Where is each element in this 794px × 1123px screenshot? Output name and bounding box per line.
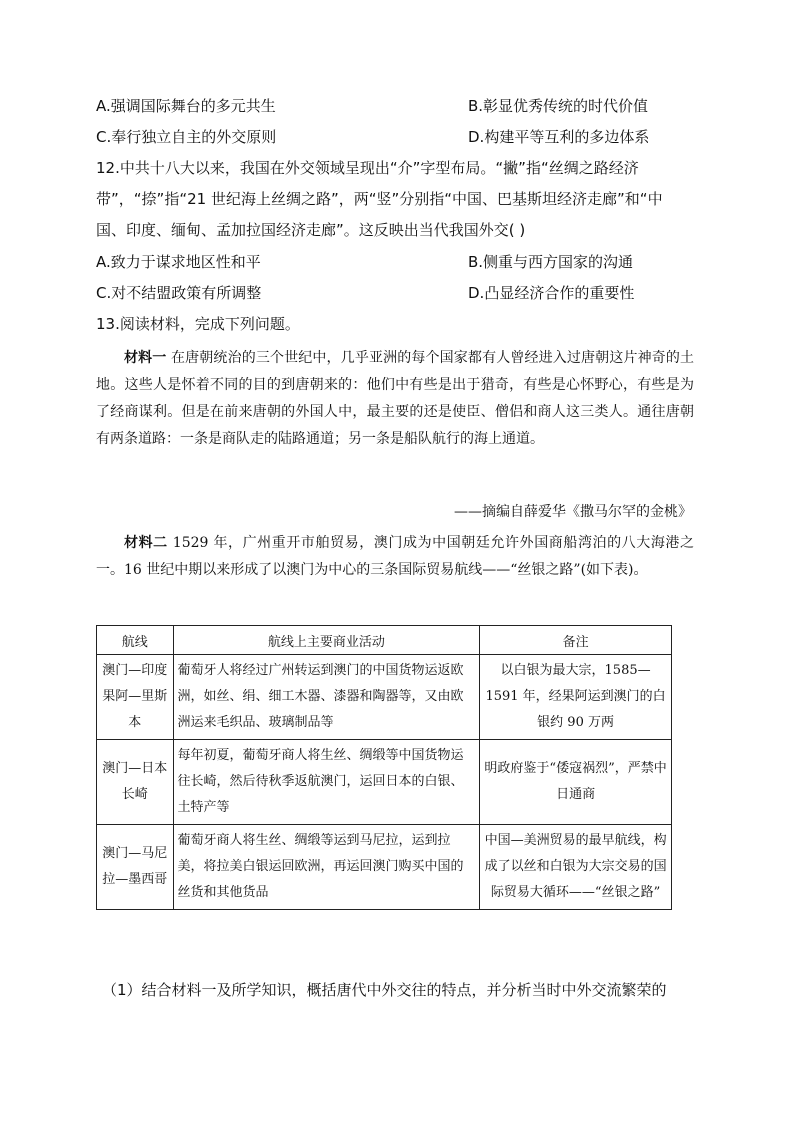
- material-one: [96, 345, 694, 453]
- q13-stem: 13.阅读材料，完成下列问题。: [96, 315, 300, 333]
- table-header-note: 备注: [480, 626, 672, 655]
- table-cell-activity: 葡萄牙商人将生丝、绸缎等运到马尼拉，运到拉美，将拉美白银运回欧洲，再运回澳门购买中国的丝货和其他货品: [173, 825, 480, 910]
- table-row: [97, 655, 672, 740]
- q12-option-a: A.致力于谋求地区性和平: [96, 253, 261, 271]
- table-cell-route: 澳门—马尼拉—墨西哥: [97, 825, 174, 910]
- material-two: [96, 530, 694, 584]
- q12-option-row-1: [96, 252, 634, 272]
- material-two-label: 材料二: [124, 535, 168, 551]
- q11-option-d: D.构建平等互利的多边体系: [468, 128, 650, 146]
- table-cell-route: 澳门—日本长崎: [97, 740, 174, 825]
- q11-option-a: A.强调国际舞台的多元共生: [96, 97, 276, 115]
- table-cell-note: 中国—美洲贸易的最早航线，构成了以丝和白银为大宗交易的国际贸易大循环——“丝银之路”: [480, 825, 672, 910]
- q12-option-c: C.对不结盟政策有所调整: [96, 284, 262, 302]
- q12-stem-line-2: 带”，“捺”指“21 世纪海上丝绸之路”，两“竖”分别指“中国、巴基斯坦经济走廊”和“中: [96, 190, 663, 208]
- q13-subquestion-1: （1）结合材料一及所学知识，概括唐代中外交往的特点，并分析当时中外交流繁荣的: [102, 981, 667, 999]
- table-cell-route: 澳门—印度果阿—里斯本: [97, 655, 174, 740]
- table-cell-note: 以白银为最大宗，1585—1591 年，经果阿运到澳门的白银约 90 万两: [480, 655, 672, 740]
- q12-stem-line-3: 国、印度、缅甸、孟加拉国经济走廊”。这反映出当代我国外交( ): [96, 221, 526, 239]
- material-one-source: ——摘编自薛爱华《撒马尔罕的金桃》: [454, 504, 692, 520]
- q11-option-b: B.彰显优秀传统的时代价值: [468, 97, 649, 115]
- q11-option-c: C.奉行独立自主的外交原则: [96, 128, 277, 146]
- table-row: [97, 740, 672, 825]
- q11-option-row-2: [96, 127, 650, 147]
- table-header-row: [97, 626, 672, 655]
- q12-option-b: B.侧重与西方国家的沟通: [468, 253, 634, 271]
- table-cell-activity: 每年初夏，葡萄牙商人将生丝、绸缎等中国货物运往长崎，然后待秋季返航澳门，运回日本的白银、土特产等: [173, 740, 480, 825]
- trade-routes-table: [96, 625, 672, 910]
- table-header-route: 航线: [97, 626, 174, 655]
- material-two-text: 1529 年，广州重开市舶贸易，澳门成为中国朝廷允许外国商船湾泊的八大海港之一。16 世纪中期以来形成了以澳门为中心的三条国际贸易航线——“丝银之路”(如下表)。: [96, 535, 695, 578]
- table-cell-activity: 葡萄牙人将经过广州转运到澳门的中国货物运返欧洲，如丝、绢、细工木器、漆器和陶器等，又由欧洲运来毛织品、玻璃制品等: [173, 655, 480, 740]
- q12-option-row-2: [96, 283, 635, 303]
- q11-option-row-1: [96, 96, 649, 116]
- table-header-activity: 航线上主要商业活动: [173, 626, 480, 655]
- material-one-text: 在唐朝统治的三个世纪中，几乎亚洲的每个国家都有人曾经进入过唐朝这片神奇的土地。这些人是怀着不同的目的到唐朝来的：他们中有些是出于猎奇，有些是心怀野心，有些是为了经商谋利。但是在前来唐朝的外国人中，最主要的还是使臣、僧侣和商人这三类人。通往唐朝有两条道路：一条是商队走的陆路通道；另一条是船队航行的海上通道。: [96, 350, 695, 447]
- q12-option-d: D.凸显经济合作的重要性: [468, 284, 635, 302]
- material-one-label: 材料一: [124, 350, 167, 366]
- q12-stem-line-1: 12.中共十八大以来，我国在外交领域呈现出“介”字型布局。“撇”指“丝绸之路经济: [96, 159, 639, 177]
- table-cell-note: 明政府鉴于“倭寇祸烈”，严禁中日通商: [480, 740, 672, 825]
- table-row: [97, 825, 672, 910]
